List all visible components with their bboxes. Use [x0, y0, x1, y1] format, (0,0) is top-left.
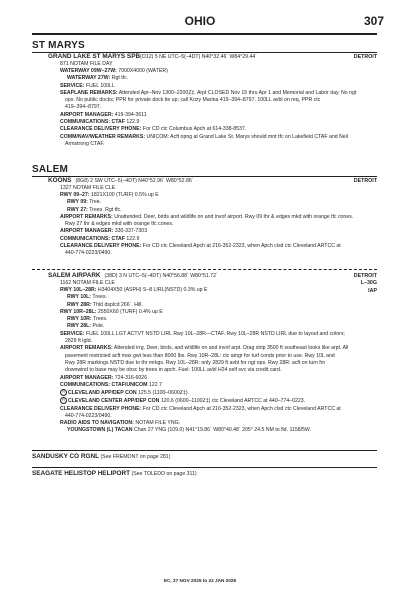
airport-separator	[32, 269, 377, 270]
detail-line: RWY 10L: Trees.	[67, 294, 107, 301]
detail-line: 419–394–8797.	[65, 104, 102, 111]
chart-reference: IAP	[368, 287, 377, 294]
airport-id-line: (8G8) 2 SW UTC–5(–4DT) N40°52.96´ W80°52.86´	[75, 178, 194, 184]
detail-line: RWY 28L: Pole.	[67, 323, 105, 330]
effective-date-footer: EC, 27 NOV 2025 to 22 JAN 2026	[163, 578, 237, 583]
detail-line: WATERWAY 09W–27W: 7000X4000 (WATER)	[60, 68, 168, 74]
detail-line: ops. No public docks; PPR for private dock tie up; call Kozy Marina 419–394–8797. 100LL avbl on req, PPR ctc	[65, 97, 321, 104]
detail-line: RWY 28R: Thld dsplcd 266´. Hill.	[67, 301, 143, 308]
detail-line: CLEARANCE DELIVERY PHONE: For CD ctc Columbus Apch at 614-338-8537.	[60, 126, 247, 133]
cross-ref-name: SANDUSKY CO RGNL	[32, 453, 99, 460]
detail-line: COMMUNICATIONS: CTAF 122.9	[60, 235, 140, 242]
detail-line: RWY 10R: Trees.	[67, 316, 108, 323]
cross-ref-page: (See TOLEDO on page 311)	[131, 471, 197, 477]
detail-line: RWY 10R–28L: 2550X60 (TURF) 0.4% up E	[60, 308, 163, 315]
detail-line: AIRPORT MANAGER: 419-394-3611	[60, 111, 147, 118]
elevation-notam: 871 NOTAM FILE DAY	[60, 61, 113, 68]
page-state-title: OHIO	[184, 14, 216, 28]
detail-line: R CLEVELAND APP/DEP CON 125.5 (1100–0600Z‡).	[60, 389, 380, 397]
airport-details	[60, 68, 380, 148]
chart-reference: DETROIT	[353, 178, 377, 184]
detail-line: Armstrong CTAF.	[65, 140, 105, 147]
detail-line: SEAPLANE REMARKS: Attended Apr–Nov 1300–2200Z‡. Arpt CLOSED Nov 15 thru Apr 1 and Memorial and Labor day. No ngt	[60, 89, 357, 96]
city-heading: ST MARYS	[32, 40, 85, 51]
airport-id-line: (38D) 3 N UTC–5(–4DT) N40°56.88´ W80°51.72´	[104, 273, 218, 279]
detail-line: WATERWAY 27W: Rgt tfc.	[67, 75, 129, 82]
detail-line: 440-774-0223/0490.	[65, 250, 112, 257]
detail-line: AIRPORT REMARKS: Attended irrg. Deer, birds, and wildlife on and invof arpt. Drag strip 3500 ft southeast looks like arpt. All	[60, 345, 349, 352]
detail-line: 2829 ft lgtd.	[65, 338, 93, 345]
detail-line: CLEARANCE DELIVERY PHONE: For CD ctc Cleveland Apch at 216-352-2323, when Apch clsd ctc Cleveland ARTCC at	[60, 405, 341, 412]
detail-line: R CLEVELAND CENTER APP/DEP CON 120.6 (0600–1100Z‡) ctc Cleveland ARTCC at 440–774–0223.	[60, 397, 380, 405]
cross-reference	[32, 470, 197, 478]
detail-line: RWY 09: Tree.	[67, 199, 102, 206]
detail-line: downwind to base may be obsc by trees in apch. Fuel: 100LL avbl H24 self svc via credit card.	[65, 367, 282, 374]
chart-reference: DETROIT	[353, 54, 377, 60]
detail-line: CLEARANCE DELIVERY PHONE: For CD ctc Cleveland Apch at 216-352-2323, when Apch clsd ctc Cleveland ARTCC at	[60, 243, 341, 250]
cross-ref-page: (See FREMONT on page 281)	[100, 454, 171, 460]
detail-line: AIRPORT REMARKS: Unattended. Deer, birds and wildlife on and invof airport. Rwy 09 thr & edges mkd with orange tfc cones.	[60, 213, 354, 220]
section-rule	[32, 467, 377, 468]
airport-name: KOONS	[48, 177, 72, 184]
detail-line: SERVICE: FUEL 100LL LGT ACTVT NSTD LIRL Rwy 10L–28R—CTAF. Rwy 10L–28R NSTD LIRL due to layout and colors;	[60, 330, 345, 337]
detail-line: YOUNGSTOWN (L) TACAN Chan 27 YNG (109.0) N41°19.86´ W80°40.48´ 205° 24.5 NM to fld. 1158/5W.	[67, 427, 311, 434]
detail-line: RWY 27: Trees. Rgt tfc.	[67, 206, 122, 213]
detail-line: RADIO AIDS TO NAVIGATION: NOTAM FILE YNG.	[60, 420, 181, 427]
header-rule	[32, 33, 377, 35]
elevation-notam: 1162 NOTAM FILE CLE	[60, 280, 115, 287]
chart-reference: DETROIT	[353, 273, 377, 279]
airport-id-line: (O12) 5 NE UTC–5(–4DT) N40°32.46´ W84°29.44´	[140, 54, 257, 60]
airport-name: SALEM AIRPARK	[48, 272, 101, 279]
detail-line: Rwy 28R markings NSTD due to thr mrkgs. Rwy 10L–28R: only 2829 ft avbl for ngt ops. Rwy 28R: acft on turn fm	[65, 359, 326, 366]
detail-line: AIRPORT MANAGER: 330-337-7303	[60, 228, 148, 235]
detail-line: RWY 09–27: 1821X100 (TURF) 0.5% up E	[60, 192, 159, 198]
detail-line: COMMUNICATIONS: CTAF 122.9	[60, 119, 140, 126]
detail-line: pavement restricted acft max gwt less than 8000 lbs. Rwy 10R–28L: ctc amgr for turf conds prior to use. Rwy 10L and	[65, 352, 335, 359]
airport-name: GRAND LAKE ST MARYS SPB	[48, 53, 141, 60]
detail-line: RWY 10L–28R: H3404X50 (ASPH) S–8 LIRL(NSTD) 0.3% up E	[60, 287, 208, 293]
airport-details	[60, 287, 380, 435]
detail-line: Rwy 27 thr & edges mkd with orange tfc cones.	[65, 221, 174, 228]
page-number: 307	[363, 14, 384, 28]
cross-reference	[32, 453, 170, 461]
chart-reference: L–30G	[360, 280, 377, 287]
detail-line: COMM/NAV/WEATHER REMARKS: UNICOM: Acft opng at Grand Lake St. Marys should mnt tfc on Lakefield CTAF and Neil	[60, 133, 348, 140]
detail-line: 440-774-0223/0490.	[65, 412, 112, 419]
radar-circle-icon: R	[60, 389, 67, 396]
city-heading: SALEM	[32, 164, 68, 175]
detail-line: AIRPORT MANAGER: 724-316-6026	[60, 374, 148, 381]
section-rule	[32, 450, 377, 451]
airport-details	[60, 192, 380, 258]
elevation-notam: 1327 NOTAM FILE CLE	[60, 185, 116, 192]
detail-line: COMMUNICATIONS: CTAF/UNICOM 122.7	[60, 381, 162, 388]
cross-ref-name: SEAGATE HELISTOP HELIPORT	[32, 470, 131, 477]
detail-line: SERVICE: FUEL 100LL	[60, 82, 115, 89]
radar-circle-icon: R	[60, 397, 67, 404]
